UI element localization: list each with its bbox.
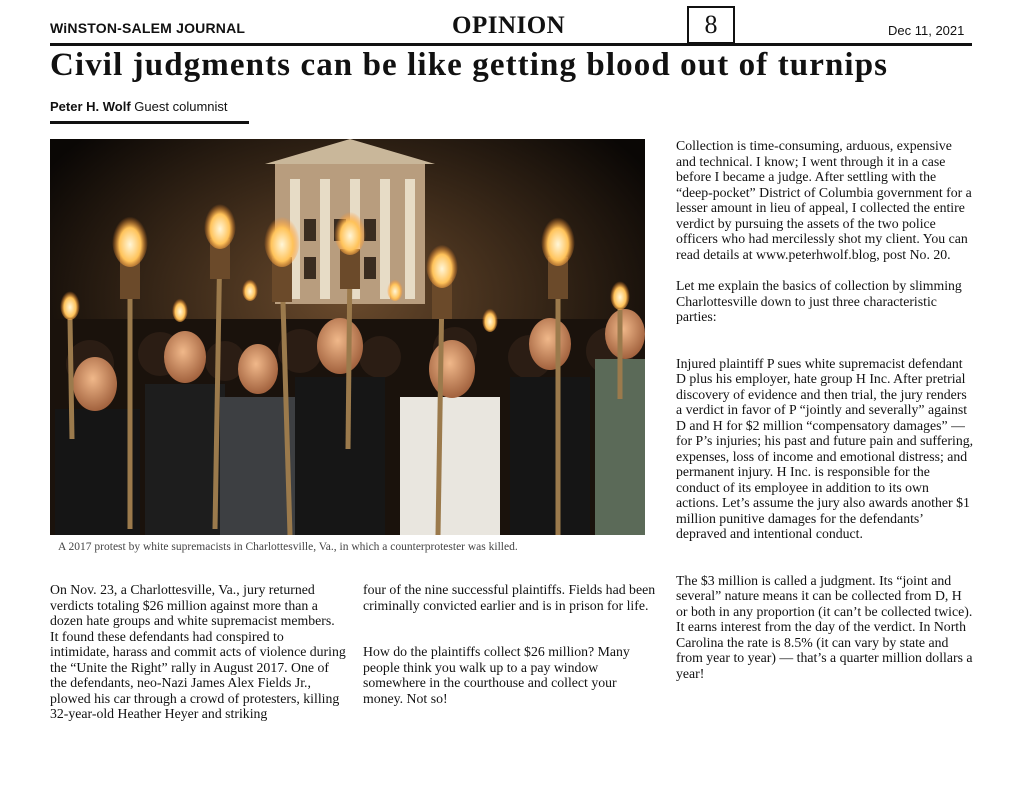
article-photo <box>50 139 645 535</box>
byline-rule <box>50 121 249 124</box>
paragraph: four of the nine successful plaintiffs. Fields had been criminally convicted earlier and is in prison for life. <box>363 582 656 613</box>
byline-role: Guest columnist <box>134 99 228 114</box>
masthead: WiNSTON-SALEM JOURNAL <box>50 20 246 36</box>
byline-author: Peter H. Wolf <box>50 99 131 114</box>
article-column-1 <box>50 582 346 722</box>
header-rule <box>50 43 972 46</box>
page-number: 8 <box>687 6 735 44</box>
section-title: OPINION <box>452 12 566 39</box>
article-column-3 <box>676 138 974 681</box>
paragraph: Injured plaintiff P sues white supremacist defendant D plus his employer, hate group H Inc. After pretrial discovery of evidence and then trial, the jury renders a verdict in favor of P “jointly and severally” against D and H for $2 million “compensatory damages” — for P’s injuries; his past and future pain and suffering, expenses, loss of income and emotional distress; and permanent injury. H Inc. is responsible for the conduct of its employee in addition to its own actions. Let’s assume the jury also awards another $1 million punitive damages for the defendants’ depraved and intentional conduct. <box>676 355 974 541</box>
article-column-2 <box>363 582 659 706</box>
headline: Civil judgments can be like getting blood out of turnips <box>50 47 889 83</box>
paragraph: How do the plaintiffs collect $26 million? Many people think you walk up to a pay window somewhere in the courthouse and collect your money. Not so! <box>363 644 630 706</box>
paragraph: On Nov. 23, a Charlottesville, Va., jury returned verdicts totaling $26 million against more than a dozen hate groups and white supremacist members. It found these defendants had conspired to intimidate, harass and commit acts of violence during the “Unite the Right” rally in August 2017. One of the defendants, neo-Nazi James Alex Fields Jr., plowed his car through a crowd of protesters, killing 32-year-old Heather Heyer and striking <box>50 582 346 721</box>
paragraph: The $3 million is called a judgment. Its “joint and several” nature means it can be collected from D, H or both in any proportion (it can’t be collected twice). It earns interest from the day of the verdict. In North Carolina the rate is 8.5% (it can vary by state and from year to year) — that’s a quarter million dollars a year! <box>676 572 973 681</box>
issue-date: Dec 11, 2021 <box>888 23 965 38</box>
photo-caption: A 2017 protest by white supremacists in Charlottesville, Va., in which a counterprotester was killed. <box>58 541 518 553</box>
paragraph: Collection is time-consuming, arduous, expensive and technical. I know; I went through it in a case before I became a judge. After settling with the “deep-pocket” District of Columbia government for a lesser amount in lieu of appeal, I collected the entire verdict by pursuing the assets of the two police officers who had mercilessly shot my client. You can read details at www.peterhwolf.blog, post No. 20. <box>676 138 972 262</box>
torch-rally-photo <box>50 139 645 535</box>
paragraph: Let me explain the basics of collection by slimming Charlottesville down to just three characteristic parties: <box>676 278 962 324</box>
byline <box>50 99 228 114</box>
